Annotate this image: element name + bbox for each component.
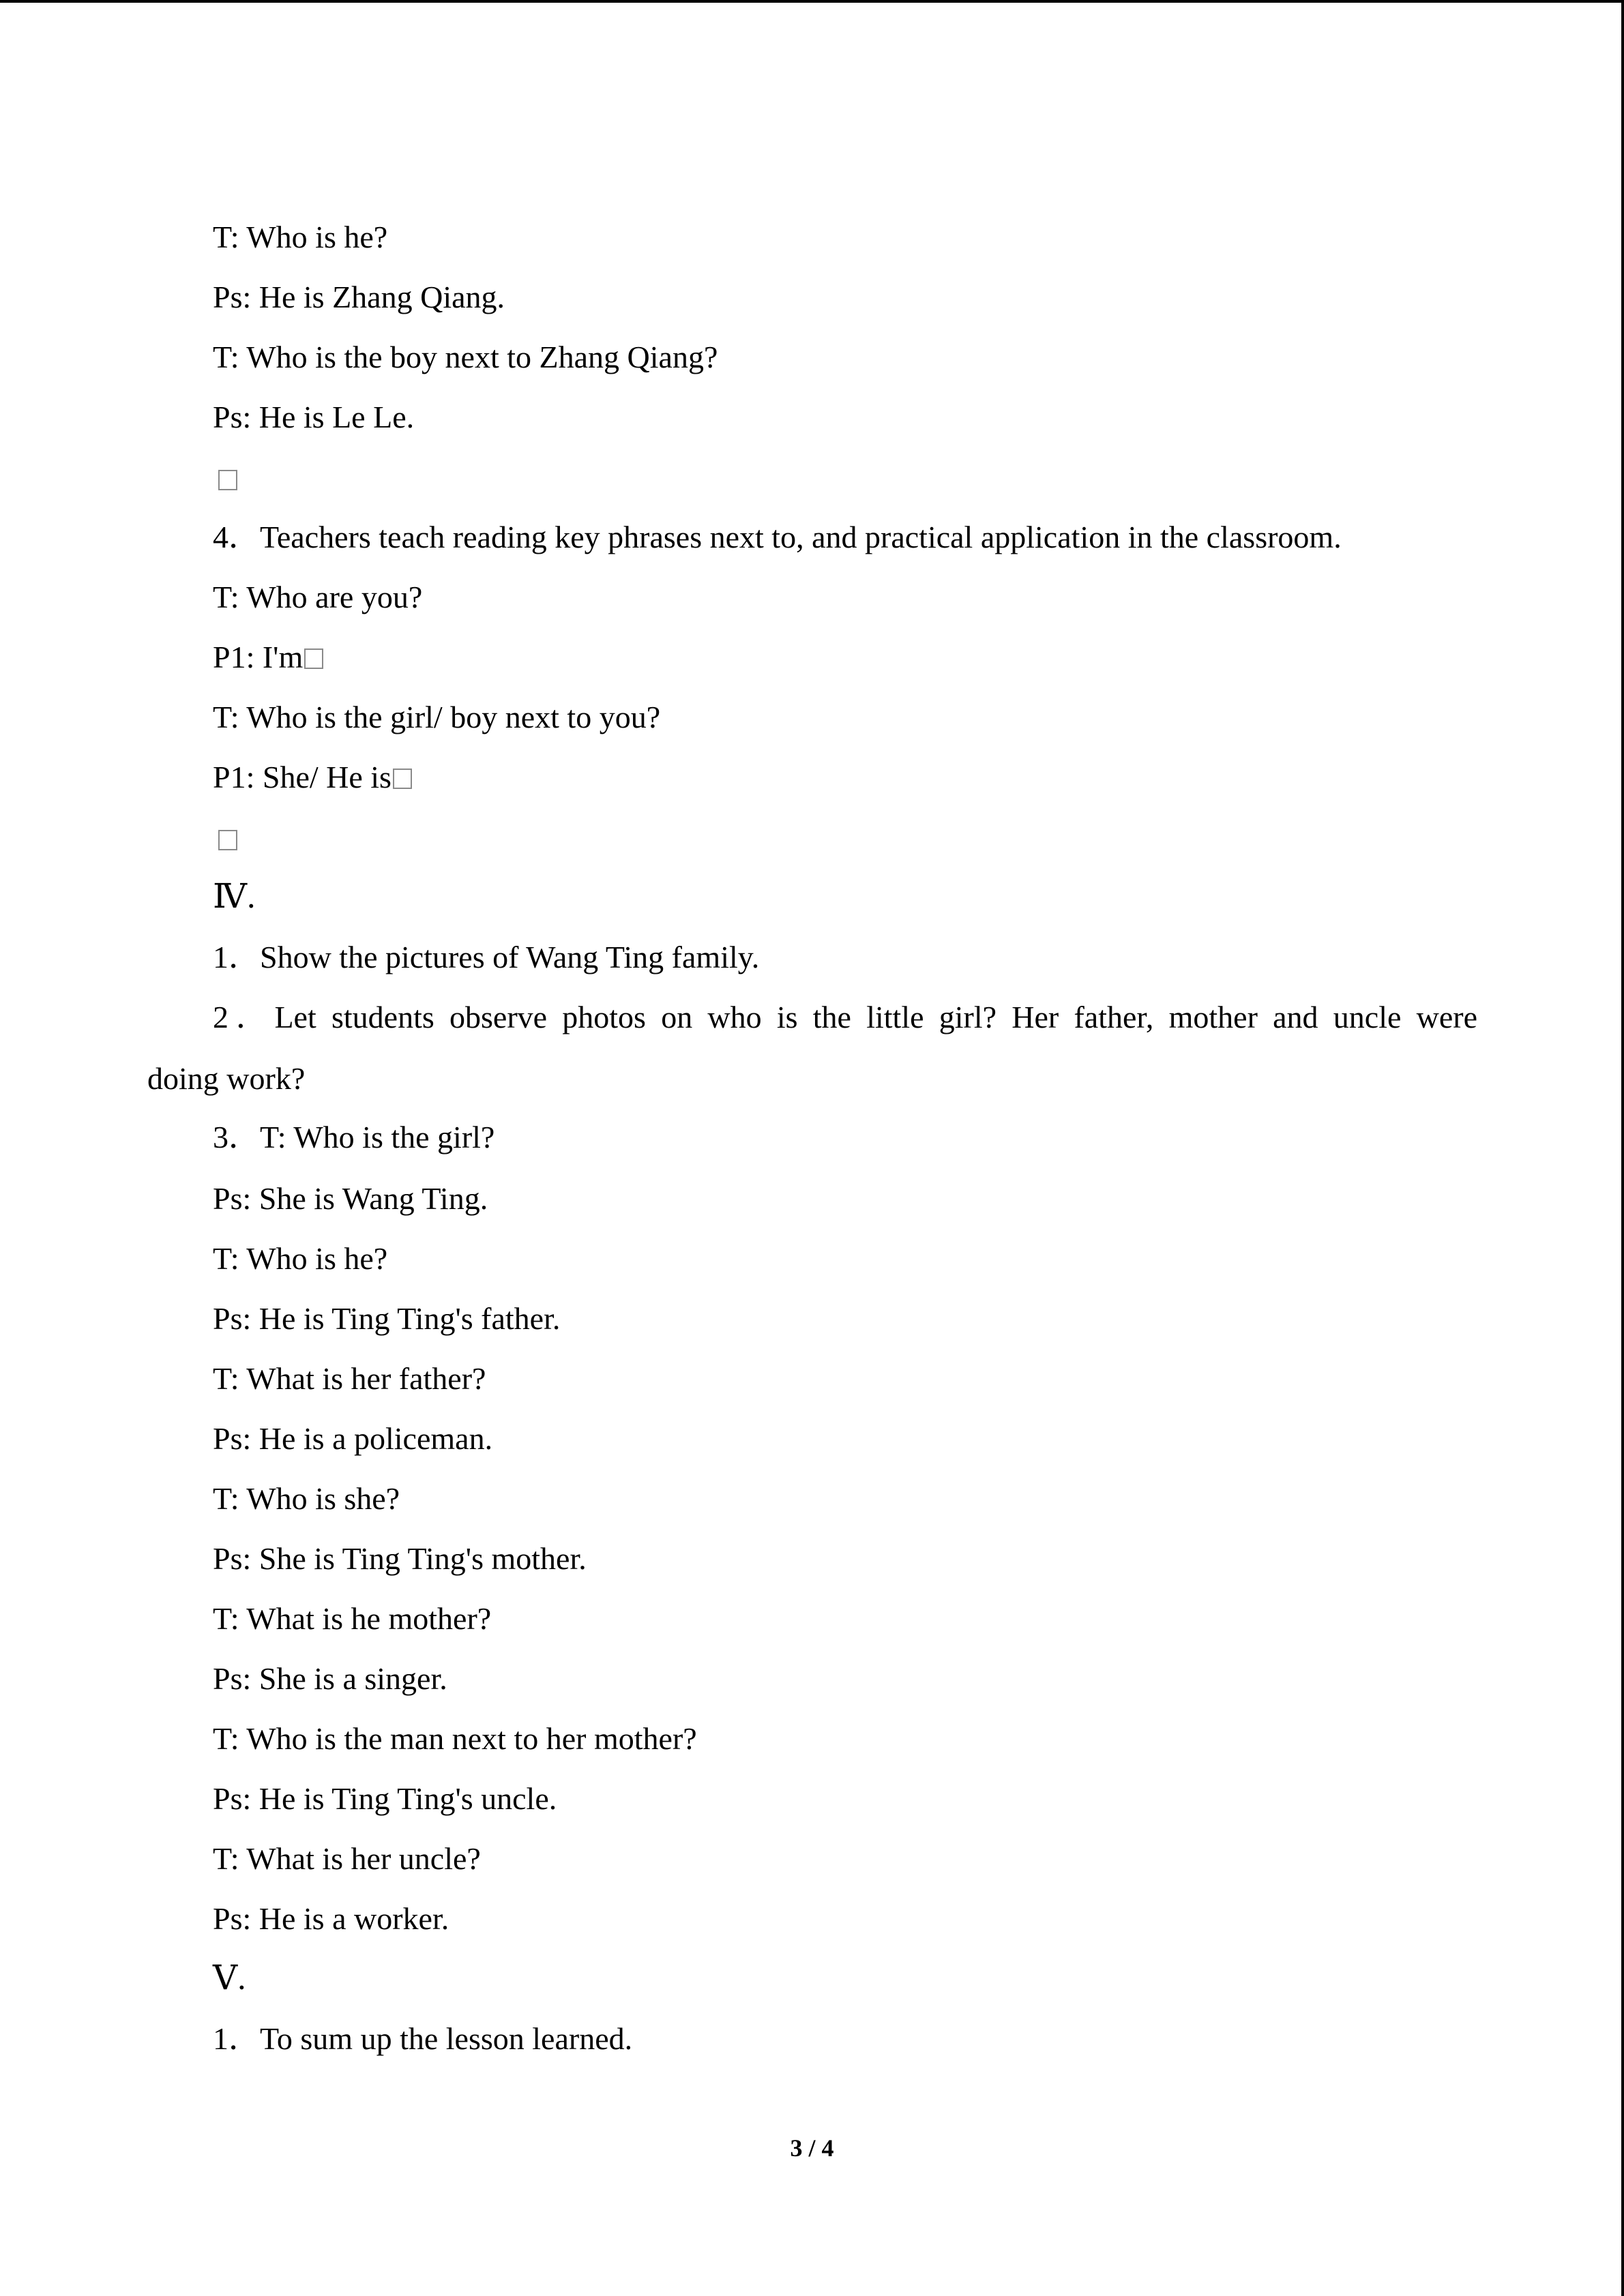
dialogue-text: P1: She/ He is: [213, 760, 392, 794]
placeholder-line: [213, 457, 237, 498]
dialogue-line: T: Who is she?: [213, 1481, 400, 1516]
dialogue-line: T: Who is the boy next to Zhang Qiang?: [213, 340, 718, 374]
dialogue-line: T: Who is the man next to her mother?: [213, 1721, 697, 1756]
dialogue-line: Ps: He is a policeman.: [213, 1421, 493, 1456]
dialogue-line: T: Who is he?: [213, 220, 388, 254]
dialogue-line: Ps: She is Wang Ting.: [213, 1181, 488, 1216]
dialogue-text: P1: I'm: [213, 640, 304, 674]
step-line-continuation: doing work?: [147, 1061, 306, 1096]
dialogue-line: T: What is her uncle?: [213, 1841, 481, 1876]
step-line: 2．Let students observe photos on who is the little girl? Her father, mother and uncle were: [213, 1000, 1477, 1034]
dialogue-line: T: Who is the girl/ boy next to you?: [213, 700, 661, 734]
step-line: 4．Teachers teach reading key phrases next to, and practical application in the classroom.: [213, 520, 1342, 554]
step-line: 3．T: Who is the girl?: [213, 1120, 495, 1154]
dialogue-line: T: Who are you?: [213, 580, 423, 614]
section-heading: Ⅴ.: [213, 1958, 246, 1997]
placeholder-box: [218, 830, 237, 850]
dialogue-line: Ps: She is a singer.: [213, 1661, 447, 1696]
dialogue-line: T: Who is he?: [213, 1241, 388, 1276]
dialogue-line: Ps: She is Ting Ting's mother.: [213, 1541, 587, 1576]
placeholder-box: [304, 648, 323, 669]
placeholder-box: [393, 769, 412, 789]
placeholder-line: [213, 817, 237, 858]
dialogue-line: Ps: He is a worker.: [213, 1901, 449, 1936]
dialogue-line: T: What is her father?: [213, 1361, 486, 1396]
placeholder-box: [218, 470, 237, 490]
dialogue-line: Ps: He is Ting Ting's father.: [213, 1301, 561, 1336]
dialogue-line: T: What is he mother?: [213, 1601, 492, 1636]
dialogue-line: Ps: He is Ting Ting's uncle.: [213, 1781, 557, 1816]
step-line: 1．To sum up the lesson learned.: [213, 2021, 633, 2056]
dialogue-line: Ps: He is Zhang Qiang.: [213, 280, 505, 314]
dialogue-line: [213, 757, 412, 798]
section-heading: Ⅳ.: [213, 877, 256, 915]
step-line: 1．Show the pictures of Wang Ting family.: [213, 940, 760, 974]
dialogue-line: Ps: He is Le Le.: [213, 400, 415, 434]
page-number: 3 / 4: [790, 2134, 834, 2162]
dialogue-line: [213, 637, 323, 678]
